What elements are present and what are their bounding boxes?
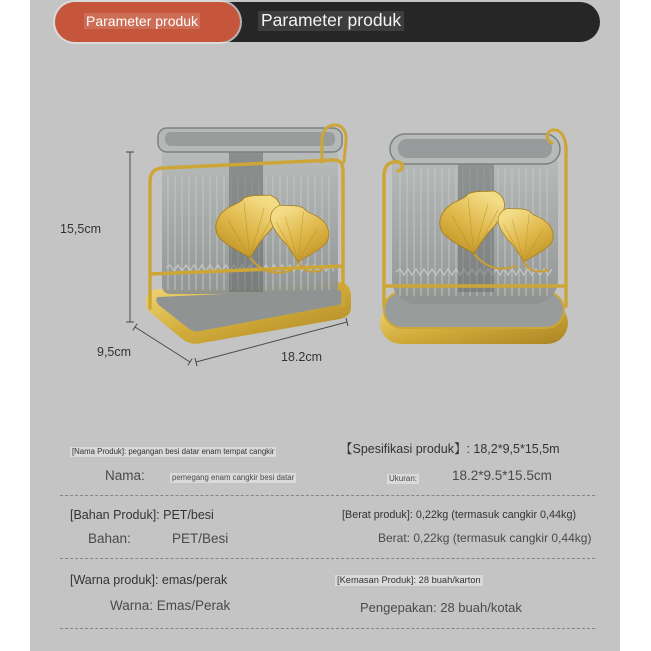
product-color-caption: [Warna produk]: emas/perak	[70, 573, 228, 587]
product-name-label: Nama:	[105, 468, 145, 483]
product-weight-caption: [Berat produk]: 0,22kg (termasuk cangkir 0,44kg)	[342, 509, 577, 521]
product-weight-text: Berat: 0,22kg (termasuk cangkir 0,44kg)	[378, 531, 592, 545]
height-dimension-label: 15,5cm	[60, 222, 101, 236]
depth-dimension-tick	[188, 359, 192, 366]
depth-dimension-tick	[133, 324, 137, 331]
row-divider	[60, 558, 595, 559]
product-photo-oval-holder	[380, 130, 568, 344]
product-size-caption: 【Spesifikasi produk】: 18,2*9,5*15,5m	[340, 442, 560, 456]
width-dimension-label: 18.2cm	[281, 350, 322, 364]
product-packaging-text: Pengepakan: 28 buah/kotak	[360, 600, 522, 615]
product-name-value: pemegang enam cangkir besi datar	[172, 473, 295, 482]
row-divider	[60, 628, 595, 629]
product-material-label: Bahan:	[88, 531, 131, 546]
depth-dimension-label: 9,5cm	[97, 345, 132, 359]
top-opening	[398, 139, 552, 158]
product-color-text: Warna: Emas/Perak	[110, 598, 231, 613]
product-size-value: 18.2*9.5*15.5cm	[452, 468, 552, 483]
product-photo-rect-holder	[146, 125, 351, 344]
product-material-value: PET/Besi	[172, 531, 229, 546]
product-material-caption: [Bahan Produk]: PET/besi	[70, 508, 214, 522]
header-title: Parameter produk	[258, 11, 404, 31]
product-packaging-caption: [Kemasan Produk]: 28 buah/karton	[337, 575, 481, 585]
product-size-label: Ukuran:	[389, 474, 418, 483]
header-tab-label: Parameter produk	[86, 13, 199, 29]
product-name-caption: [Nama Produk]: pegangan besi datar enam tempat cangkir	[72, 447, 275, 456]
row-divider	[60, 495, 595, 496]
top-opening	[165, 132, 335, 146]
